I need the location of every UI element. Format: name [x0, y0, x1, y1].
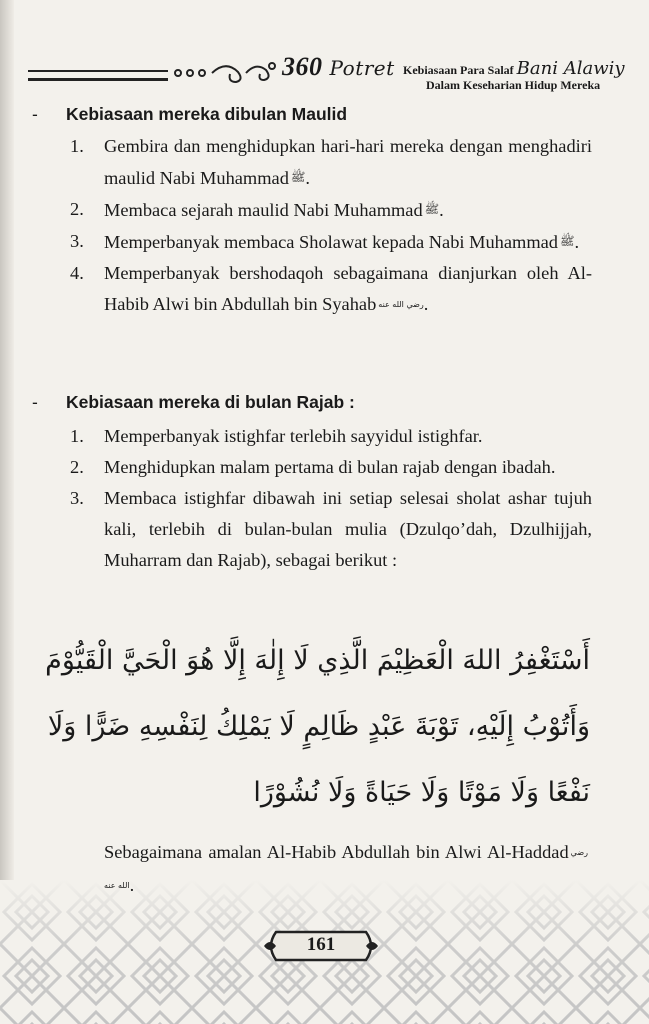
arabic-istighfar-prayer [45, 628, 590, 826]
item-number: 2. [70, 457, 84, 477]
header-title-line2: Dalam Keseharian Hidup Mereka [426, 78, 601, 92]
item-number: 3. [70, 231, 84, 251]
heading-dash: - [32, 392, 38, 412]
flourish-ornament-icon [168, 58, 278, 88]
item-number: 1. [70, 426, 84, 446]
list-item [32, 131, 592, 194]
header-book-number: 360 [282, 52, 323, 81]
heading-text: Kebiasaan mereka di bulan Rajab : [66, 392, 355, 412]
header-script-potret: Potret [329, 56, 395, 80]
arabic-line: أَسْتَغْفِرُ اللهَ الْعَظِيْمَ الَّذِي لَا إِلٰهَ إِلَّا هُوَ الْحَيَّ الْقَيُّوْمَ [45, 645, 590, 676]
section-maulid [32, 104, 592, 320]
item-end: . [574, 232, 580, 252]
section-heading [32, 104, 592, 125]
list-item [32, 258, 592, 320]
running-header [28, 48, 628, 98]
ra-honorific-icon: رضي الله عنه [104, 848, 588, 890]
heading-dash: - [32, 104, 38, 124]
item-text: Memperbanyak istighfar terlebih sayyidul istighfar. [104, 426, 483, 446]
list-item [32, 421, 592, 452]
saw-honorific-icon: ﷺ [290, 170, 306, 184]
rajab-list [32, 421, 592, 576]
closing-end: . [129, 875, 135, 895]
item-text: Gembira dan menghidupkan hari-hari mereka dengan menghadiri maulid Nabi Muhammad [104, 136, 592, 188]
item-number: 2. [70, 199, 84, 219]
maulid-list [32, 131, 592, 320]
ra-honorific-icon: رضي الله عنه [378, 300, 424, 309]
item-end: . [439, 200, 444, 220]
item-text: Membaca istighfar dibawah ini setiap selesai sholat ashar tujuh kali, terlebih di bulan-bulan mulia (Dzulqo’dah, Dzulhijjah, Muharram dan Rajab), sebagai berikut : [104, 488, 592, 570]
list-item [32, 194, 592, 226]
item-text: Membaca sejarah maulid Nabi Muhammad [104, 200, 423, 220]
item-text: Memperbanyak bershodaqoh sebagaimana dianjurkan oleh Al-Habib Alwi bin Abdullah bin Syahab [104, 263, 592, 314]
item-text: Memperbanyak membaca Sholawat kepada Nabi Muhammad [104, 232, 558, 252]
saw-honorific-icon: ﷺ [560, 234, 575, 248]
closing-text: Sebagaimana amalan Al-Habib Abdullah bin Alwi Al-Haddad [104, 842, 569, 862]
item-number: 1. [70, 136, 84, 156]
item-end: . [423, 294, 429, 314]
saw-honorific-icon: ﷺ [424, 202, 440, 216]
arabic-line: وَأَتُوْبُ إِلَيْهِ، تَوْبَةَ عَبْدٍ ظَالِمٍ لَا يَمْلِكُ لِنَفْسِهِ ضَرًّا وَلَا [47, 711, 590, 742]
item-number: 3. [70, 488, 84, 508]
header-rule [28, 70, 168, 81]
item-number: 4. [70, 263, 84, 283]
section-rajab [32, 392, 592, 576]
heading-text: Kebiasaan mereka dibulan Maulid [66, 104, 348, 124]
header-title-line1: Kebiasaan Para Salaf [403, 63, 514, 77]
header-script-bani-alawiy: Bani Alawiy [516, 58, 625, 79]
section-heading [32, 392, 592, 413]
page-edge-shadow [0, 0, 14, 1024]
list-item [32, 226, 592, 258]
item-text: Menghidupkan malam pertama di bulan rajab dengan ibadah. [104, 457, 556, 477]
item-end: . [305, 168, 311, 188]
page-number: 161 [306, 934, 336, 955]
list-item [32, 452, 592, 483]
arabic-line: نَفْعًا وَلَا مَوْتًا وَلَا حَيَاةً وَلَا نُشُوْرًا [253, 777, 590, 808]
closing-note [104, 836, 588, 902]
list-item [32, 483, 592, 576]
